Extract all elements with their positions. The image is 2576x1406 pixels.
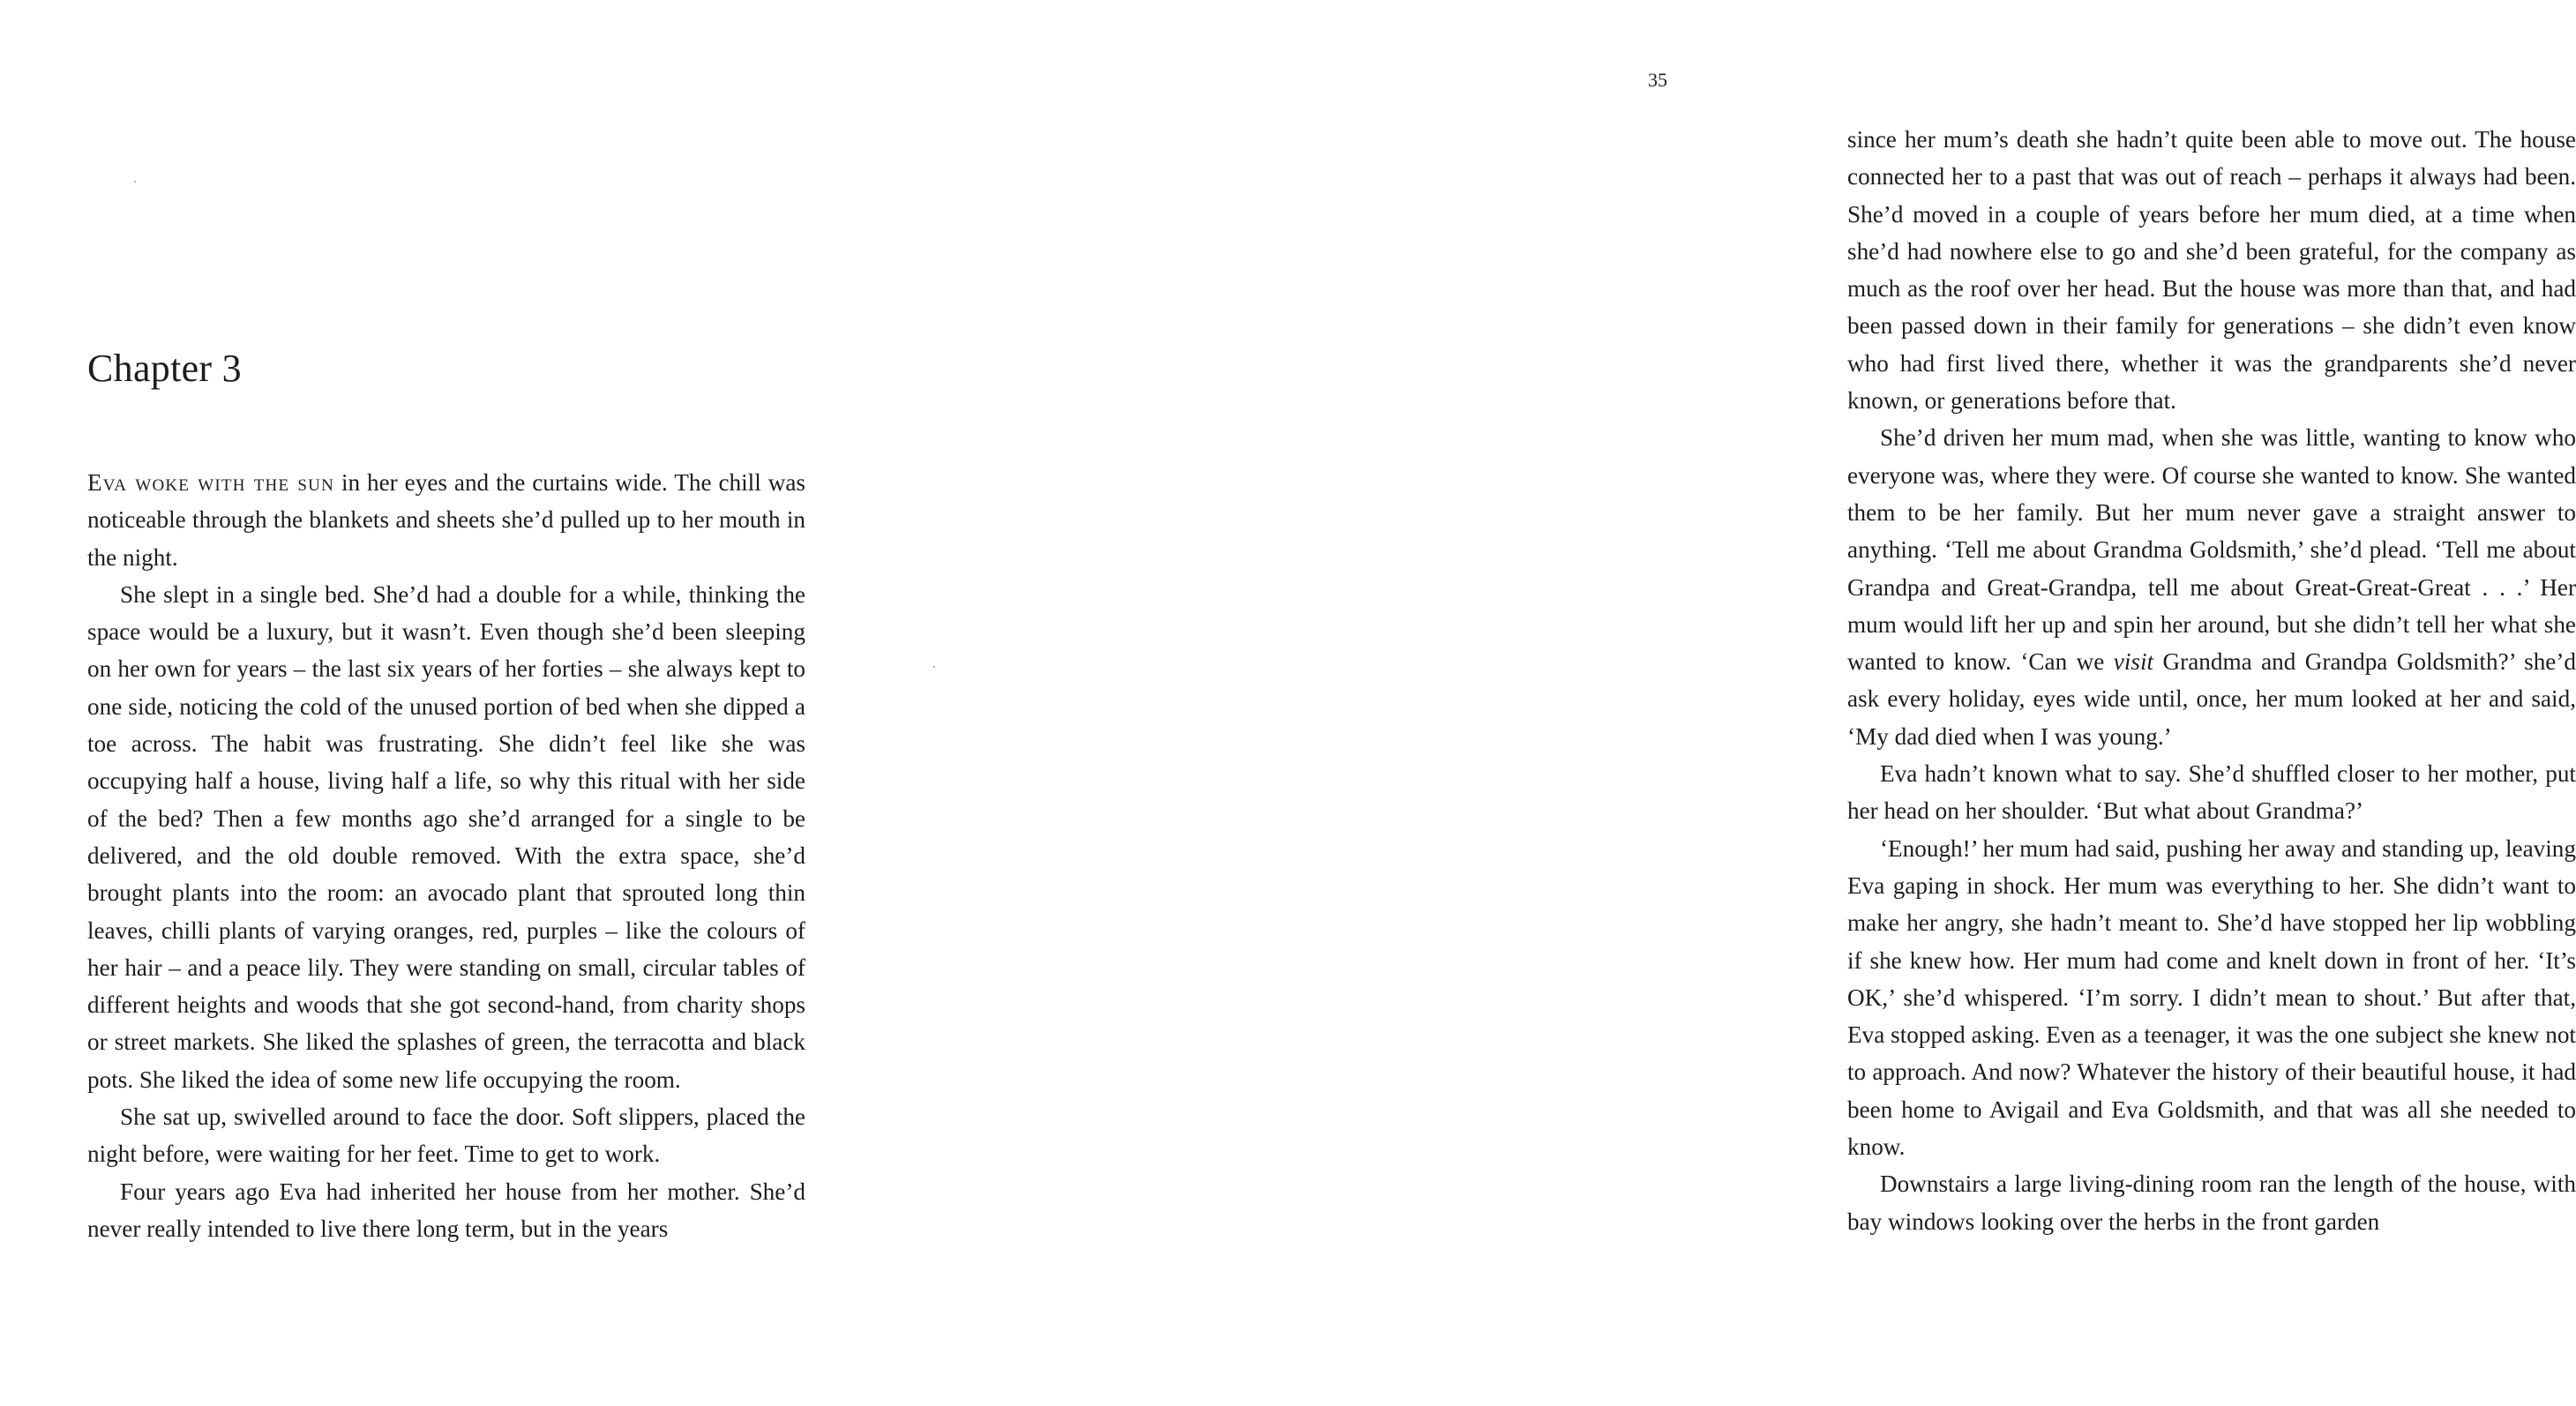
page-number: 35 [1648,69,1667,91]
paragraph: Downstairs a large living-dining room ran the length of the house, with bay windows looking over the herbs in the front garden [1847,1170,2576,1235]
paragraph: She slept in a single bed. She’d had a double for a while, thinking the space would be a luxury, but it wasn’t. Even though she’d been sleeping on her own for years – the last six years of her forties – she always kept to one side, noticing the cold of the unused portion of bed when she dipped a toe across. The habit was frustrating. She didn’t feel like she was occupying half a house, living half a life, so why this ritual with her side of the bed? Then a few months ago she’d arranged for a single to be delivered, and the old double removed. With the extra space, she’d brought plants into the room: an avocado plant that sprouted long thin leaves, chilli plants of varying oranges, red, purples – like the colours of her hair – and a peace lily. They were standing on small, circular tables of different heights and woods that she got second-hand, from charity shops or street markets. She liked the splashes of green, the terracotta and black pots. She liked the idea of some new life occupying the room. [87,580,805,1093]
right-page [882,0,2576,1406]
paragraph-text: She’d driven her mum mad, when she was little, wanting to know who everyone was, where they were. Of course she wanted to know. She wanted them to be her family. But her mum never gave a straight answer to anything. ‘Tell me about Grandma Goldsmith,’ she’d plead. ‘Tell me about Grandpa and Great-Grandpa, tell me about Great-Great-Great . . .’ Her mum would lift her up and spin her around, but she didn’t tell her what she wanted to know. ‘Can we [1847,424,2576,676]
paragraph: ‘Enough!’ her mum had said, pushing her away and standing up, leaving Eva gaping in shock. Her mum was everything to her. She didn’t want to make her angry, she hadn’t meant to. She’d have stopped her lip wobbling if she knew how. Her mum had come and knelt down in front of her. ‘It’s OK,’ she’d whispered. ‘I’m sorry. I didn’t mean to shout.’ But after that, Eva stopped asking. Even as a teenager, it was the one subject she knew not to approach. And now? Whatever the history of their beautiful house, it had been home to Avigail and Eva Goldsmith, and that was all she needed to know. [1847,834,2576,1161]
paragraph: Four years ago Eva had inherited her house from her mother. She’d never really intended to live there long term, but in the years [87,1178,805,1242]
paragraph: She sat up, swivelled around to face the door. Soft slippers, placed the night before, were waiting for her feet. Time to get to work. [87,1103,805,1168]
left-page-text [87,464,805,1247]
paper-speck [134,181,136,183]
paragraph-text: in her eyes and the curtains wide. The chill was noticeable through the blankets and sheets she’d pulled up to her mouth in the night. [87,469,805,571]
right-page-text [1847,121,2576,1240]
left-page [0,0,882,1406]
paragraph: Eva hadn’t known what to say. She’d shuffled closer to her mother, put her head on her shoulder. ‘But what about Grandma?’ [1847,760,2576,825]
paragraph [87,464,805,576]
paper-speck [933,666,935,668]
paragraph: since her mum’s death she hadn’t quite been able to move out. The house connected her to a past that was out of reach – perhaps it always had been. She’d moved in a couple of years before her mum died, at a time when she’d had nowhere else to go and she’d been grateful, for the company as much as the roof over her head. But the house was more than that, and had been passed down in their family for generations – she didn’t even know who had first lived there, whether it was the grandparents she’d never known, or generations before that. [1847,126,2576,415]
chapter-title: Chapter 3 [87,347,242,390]
italic-emphasis: visit [2113,648,2154,676]
chapter-opening-small-caps: Eva woke with the sun [87,469,335,496]
paragraph-text: Grandma and Grandpa Goldsmith?’ she’d ask every holiday, eyes wide until, once, her mum looked at her and said, ‘My dad died when I was young.’ [1847,648,2576,750]
paragraph [1847,419,2576,755]
